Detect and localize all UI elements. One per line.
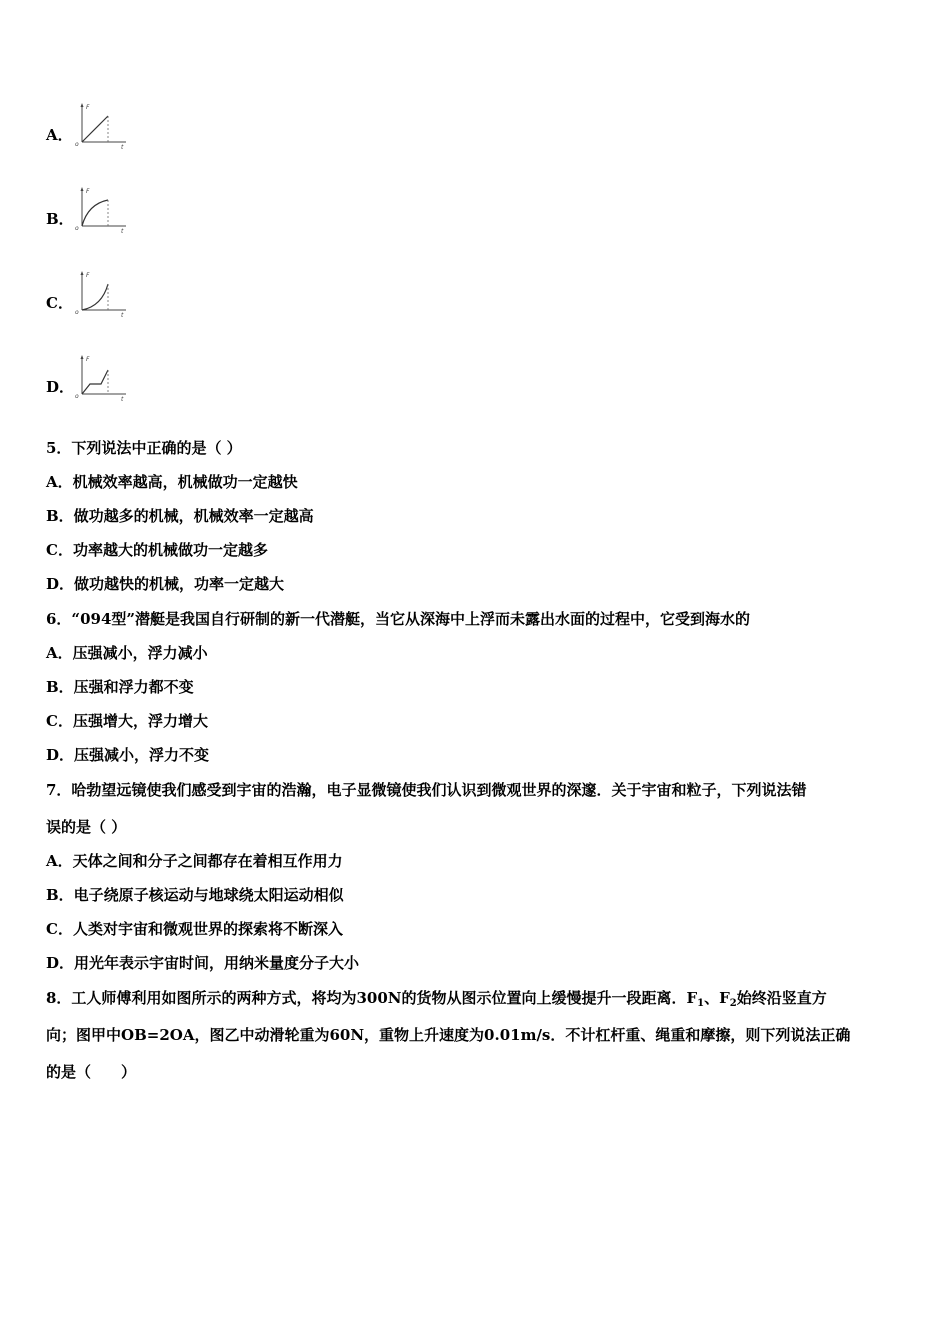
q5-stem: 5．下列说法中正确的是（ ） — [46, 439, 242, 457]
origin-label: o — [75, 309, 79, 316]
origin-label: o — [75, 141, 79, 148]
f-t-graph-concave-down — [74, 186, 128, 234]
axis-label-t: t — [121, 228, 124, 234]
curve — [82, 200, 108, 226]
q6-option-a: A．压强减小，浮力减小 — [46, 644, 208, 662]
axis-label-t: t — [121, 396, 124, 402]
axis-label-f: F — [86, 356, 90, 363]
q5-option-b: B．做功越多的机械，机械效率一定越高 — [46, 507, 314, 525]
q8-stem-line-2: 向；图甲中OB=2OA，图乙中动滑轮重为60N，重物上升速度为0.01m/s．不计杠杆重、绳重和摩擦，则下列说法正确 — [46, 1026, 851, 1044]
q8-f2-subscript: 2 — [729, 998, 737, 1009]
q6-option-c: C．压强增大，浮力增大 — [46, 712, 208, 730]
axis-label-t: t — [121, 312, 124, 318]
curve — [82, 116, 108, 142]
origin-label: o — [75, 225, 79, 232]
q8-stem-line-1 — [46, 988, 827, 1014]
option-a-graph — [46, 102, 246, 152]
axis-label-f: F — [86, 104, 90, 111]
q7-stem-line-1: 7．哈勃望远镜使我们感受到宇宙的浩瀚，电子显微镜使我们认识到微观世界的深邃．关于宇宙和粒子，下列说法错 — [46, 781, 807, 799]
y-axis-arrow — [81, 271, 84, 275]
option-d-letter: D． — [46, 378, 75, 396]
q7-option-b: B．电子绕原子核运动与地球绕太阳运动相似 — [46, 886, 344, 904]
axis-label-f: F — [86, 272, 90, 279]
q6-option-d: D．压强减小，浮力不变 — [46, 746, 210, 764]
q5-option-a: A．机械效率越高，机械做功一定越快 — [46, 473, 298, 491]
q7-option-a: A．天体之间和分子之间都存在着相互作用力 — [46, 852, 343, 870]
q8-stem-line-3: 的是（ ） — [46, 1063, 137, 1081]
curve — [82, 370, 108, 394]
y-axis-arrow — [81, 103, 84, 107]
option-b-graph — [46, 186, 246, 236]
q8-line1-part-b: 、F — [704, 989, 730, 1007]
q6-option-b: B．压强和浮力都不变 — [46, 678, 194, 696]
f-t-graph-stepped — [74, 354, 128, 402]
origin-label: o — [75, 393, 79, 400]
option-b-letter: B． — [46, 210, 74, 228]
q8-f1-subscript: 1 — [697, 998, 705, 1009]
axis-label-t: t — [121, 144, 124, 150]
f-t-graph-concave-up — [74, 270, 128, 318]
f-t-graph-linear — [74, 102, 128, 150]
q7-option-d: D．用光年表示宇宙时间，用纳米量度分子大小 — [46, 954, 360, 972]
q5-option-d: D．做功越快的机械，功率一定越大 — [46, 575, 285, 593]
axis-label-f: F — [86, 188, 90, 195]
curve — [82, 284, 108, 310]
y-axis-arrow — [81, 187, 84, 191]
option-c-graph — [46, 270, 246, 320]
option-c-letter: C． — [46, 294, 73, 312]
y-axis-arrow — [81, 355, 84, 359]
option-a-letter: A． — [46, 126, 73, 144]
q8-line1-part-c: 始终沿竖直方 — [736, 989, 827, 1007]
q6-stem: 6．“094型”潜艇是我国自行研制的新一代潜艇，当它从深海中上浮而未露出水面的过程中，它受到海水的 — [46, 610, 751, 628]
q7-option-c: C．人类对宇宙和微观世界的探索将不断深入 — [46, 920, 343, 938]
q7-stem-line-2: 误的是（ ） — [46, 818, 127, 836]
q5-option-c: C．功率越大的机械做功一定越多 — [46, 541, 268, 559]
q8-line1-part-a: 8．工人师傅利用如图所示的两种方式，将均为300N的货物从图示位置向上缓慢提升一段距离．F — [46, 989, 698, 1007]
option-d-graph — [46, 354, 246, 404]
